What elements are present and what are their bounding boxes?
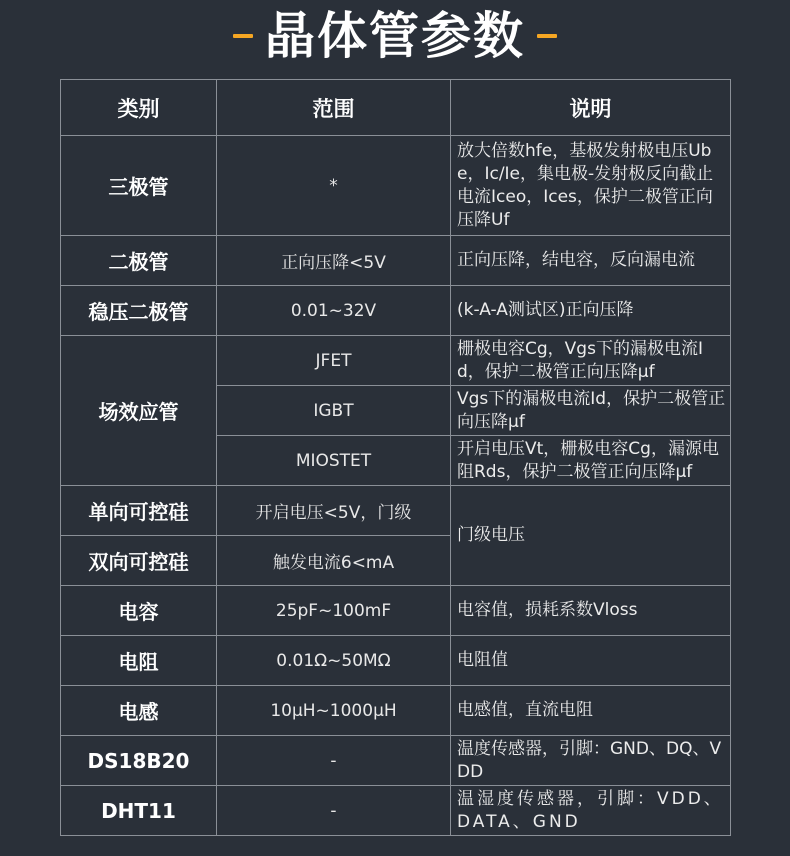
table-row <box>61 636 731 686</box>
row-description: 电容值，损耗系数Vloss <box>451 586 731 636</box>
page-title: 晶体管参数 <box>265 7 525 65</box>
row-description: (k-A-A测试区)正向压降 <box>451 286 731 336</box>
table-row <box>61 236 731 286</box>
row-description: 电感值，直流电阻 <box>451 686 731 736</box>
table-row <box>61 586 731 636</box>
row-category: 二极管 <box>61 236 217 286</box>
row-category: 双向可控硅 <box>61 536 217 586</box>
row-category: 稳压二极管 <box>61 286 217 336</box>
row-description: Vgs下的漏极电流Id，保护二极管正向压降μf <box>451 386 731 436</box>
table-row <box>61 736 731 786</box>
row-range: - <box>217 786 451 836</box>
title-dash-right <box>537 34 557 38</box>
row-range: 25pF~100mF <box>217 586 451 636</box>
title-dash-left <box>233 34 253 38</box>
row-description: 栅极电容Cg，Vgs下的漏极电流Id，保护二极管正向压降μf <box>451 336 731 386</box>
row-category: 电容 <box>61 586 217 636</box>
table-row <box>61 486 731 536</box>
table-row <box>61 336 731 386</box>
row-category: 单向可控硅 <box>61 486 217 536</box>
row-description: 正向压降，结电容，反向漏电流 <box>451 236 731 286</box>
row-description: 温度传感器，引脚：GND、DQ、VDD <box>451 736 731 786</box>
row-range: 10μH~1000μH <box>217 686 451 736</box>
row-range: - <box>217 736 451 786</box>
table-row <box>61 286 731 336</box>
header-description: 说明 <box>451 80 731 136</box>
row-range: 正向压降<5V <box>217 236 451 286</box>
row-description: 开启电压Vt，栅极电容Cg，漏源电阻Rds，保护二极管正向压降μf <box>451 436 731 486</box>
title-bar <box>0 0 790 72</box>
row-category: DHT11 <box>61 786 217 836</box>
row-range: IGBT <box>217 386 451 436</box>
row-description: 放大倍数hfe，基极发射极电压Ube，Ic/Ie，集电极-发射极反向截止电流Iceo，Ices，保护二极管正向压降Uf <box>451 136 731 236</box>
parameter-table <box>60 79 731 836</box>
row-description: 温湿度传感器，引脚：VDD、DATA、GND <box>451 786 731 836</box>
table-header-row <box>61 80 731 136</box>
row-range: 触发电流6<mA <box>217 536 451 586</box>
row-category: 三极管 <box>61 136 217 236</box>
row-description: 电阻值 <box>451 636 731 686</box>
row-range: 开启电压<5V，门级 <box>217 486 451 536</box>
row-range: MIOSTET <box>217 436 451 486</box>
row-category: 场效应管 <box>61 336 217 486</box>
header-category: 类别 <box>61 80 217 136</box>
table-row <box>61 136 731 236</box>
row-category: 电阻 <box>61 636 217 686</box>
header-range: 范围 <box>217 80 451 136</box>
row-category: DS18B20 <box>61 736 217 786</box>
row-range: JFET <box>217 336 451 386</box>
row-category: 电感 <box>61 686 217 736</box>
row-range: * <box>217 136 451 236</box>
table-row <box>61 686 731 736</box>
row-range: 0.01Ω~50MΩ <box>217 636 451 686</box>
table-row <box>61 786 731 836</box>
row-range: 0.01~32V <box>217 286 451 336</box>
row-description: 门级电压 <box>451 486 731 586</box>
